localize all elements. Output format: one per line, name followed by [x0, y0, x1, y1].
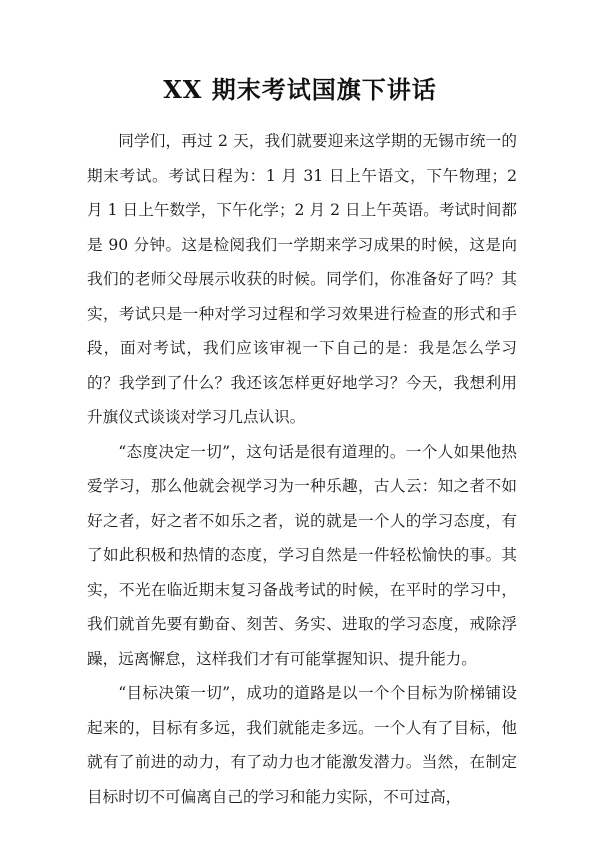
- paragraph-1: 同学们，再过 2 天，我们就要迎来这学期的无锡市统一的期末考试。考试日程为：1 月 31 日上午语文，下午物理；2 月 1 日上午数学，下午化学；2 月 2 日上午英语。考试时间都是 90 分钟。这是检阅我们一学期来学习成果的时候，这是向我们的老师父母展示收获的时候。同学们，你准备好了吗？其实，考试只是一种对学习过程和学习效果进行检查的形式和手段，面对考试，我们应该审视一下自己的是：我是怎么学习的？我学到了什么？我还该怎样更好地学习？今天，我想利用升旗仪式谈谈对学习几点认识。: [87, 132, 517, 426]
- document-title: XX 期末考试国旗下讲话: [163, 75, 437, 104]
- paragraph-2: “态度决定一切”，这句话是很有道理的。一个人如果他热爱学习，那么他就会视学习为一种乐趣，古人云：知之者不如好之者，好之者不如乐之者，说的就是一个人的学习态度，有了如此积极和热情的态度，学习自然是一件轻松愉快的事。其实，不光在临近期末复习备战考试的时候，在平时的学习中，我们就首先要有勤奋、刻苦、务实、进取的学习态度，戒除浮躁，远离懈怠，这样我们才有可能掌握知识、提升能力。: [87, 442, 517, 668]
- paragraph-3: “目标决策一切”，成功的道路是以一个个目标为阶梯铺设起来的，目标有多远，我们就能走多远。一个人有了目标，他就有了前进的动力，有了动力也才能激发潜力。当然，在制定目标时切不可偏离自己的学习和能力实际，不可过高，: [87, 684, 517, 806]
- document-body: [87, 124, 517, 814]
